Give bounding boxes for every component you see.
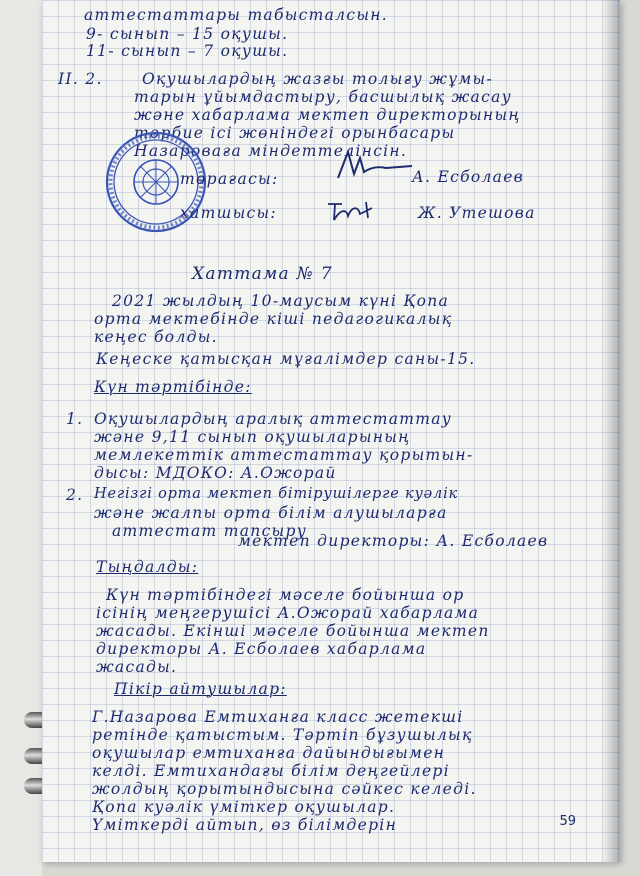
text-line: аттестат тапсыру bbox=[112, 522, 307, 540]
text-line: мемлекеттік аттестаттау қорытын- bbox=[94, 446, 474, 464]
text-line: Кеңеске қатысқан мұғалімдер саны-15. bbox=[96, 350, 476, 368]
section-number: II. 2. bbox=[58, 70, 103, 88]
notebook-page bbox=[42, 0, 620, 862]
text-line: келді. Емтихандағы білім деңгейлері bbox=[92, 762, 450, 780]
text-line: 9- сынып – 15 оқушы. bbox=[86, 25, 289, 43]
chair-signature bbox=[334, 148, 414, 184]
page-number: 59 bbox=[559, 814, 576, 829]
chair-name: А. Есболаев bbox=[412, 168, 524, 186]
text-line: тәрбие ісі жөніндегі орынбасары bbox=[134, 124, 456, 142]
text-line: ретінде қатыстым. Тәртіп бұзушылық bbox=[92, 726, 473, 744]
secretary-signature bbox=[326, 198, 382, 224]
protocol-heading: Хаттама № 7 bbox=[192, 264, 333, 284]
text-line: аттестаттары табысталсын. bbox=[84, 6, 388, 24]
text-line: тарын ұйымдастыру, басшылық жасау bbox=[134, 88, 512, 106]
text-line: Оқушылардың жазғы толығу жұмы- bbox=[142, 70, 493, 88]
text-line: директоры А. Есболаев хабарлама bbox=[96, 640, 427, 658]
text-line: жасады. bbox=[96, 658, 178, 676]
text-line: 11- сынып – 7 оқушы. bbox=[86, 42, 289, 60]
text-line: Назароваға міндеттелінсін. bbox=[134, 142, 408, 160]
list-number: 2. bbox=[66, 486, 84, 504]
text-line: және жалпы орта білім алушыларға bbox=[94, 504, 448, 522]
chair-label: төрағасы: bbox=[180, 170, 279, 188]
secretary-name: Ж. Утешова bbox=[418, 204, 536, 222]
opinions-heading: Пікір айтушылар: bbox=[114, 680, 287, 698]
text-line: Күн тәртібіндегі мәселе бойынша ор bbox=[106, 586, 465, 604]
text-line: Үміткерді айтып, өз білімдерін bbox=[92, 816, 398, 834]
text-line: орта мектебінде кіші педагогикалық bbox=[94, 310, 453, 328]
page-edge-shadow bbox=[602, 0, 620, 862]
agenda-heading: Күн тәртібінде: bbox=[94, 378, 252, 396]
text-line: жолдың қорытындысына сәйкес келеді. bbox=[92, 780, 477, 798]
text-line: Қопа куәлік үміткер оқушылар. bbox=[92, 798, 396, 816]
text-line: ісінің меңгерушісі А.Ожорай хабарлама bbox=[96, 604, 480, 622]
text-line: және хабарлама мектеп директорының bbox=[134, 106, 521, 124]
text-line: жасады. Екінші мәселе бойынша мектеп bbox=[96, 622, 490, 640]
text-line: кеңес болды. bbox=[94, 328, 218, 346]
listened-heading: Тыңдалды: bbox=[96, 558, 199, 576]
list-number: 1. bbox=[66, 410, 84, 428]
secretary-label: хатшысы: bbox=[180, 204, 277, 222]
text-line: Оқушылардың аралық аттестаттау bbox=[94, 410, 453, 428]
text-line: мектеп директоры: А. Есболаев bbox=[238, 532, 549, 550]
notebook-binding bbox=[0, 0, 42, 876]
text-line: және 9,11 сынып оқушыларының bbox=[94, 428, 411, 446]
text-line: Г.Назарова Емтиханға класс жетекші bbox=[92, 708, 464, 726]
text-line: Негізгі орта мектеп бітірушілерге куәлік bbox=[94, 486, 458, 502]
text-line: 2021 жылдың 10-маусым күні Қопа bbox=[112, 292, 450, 310]
text-line: дысы: МДОКО: А.Ожорай bbox=[94, 464, 337, 482]
text-line: оқушылар емтиханға дайындығымен bbox=[92, 744, 446, 762]
